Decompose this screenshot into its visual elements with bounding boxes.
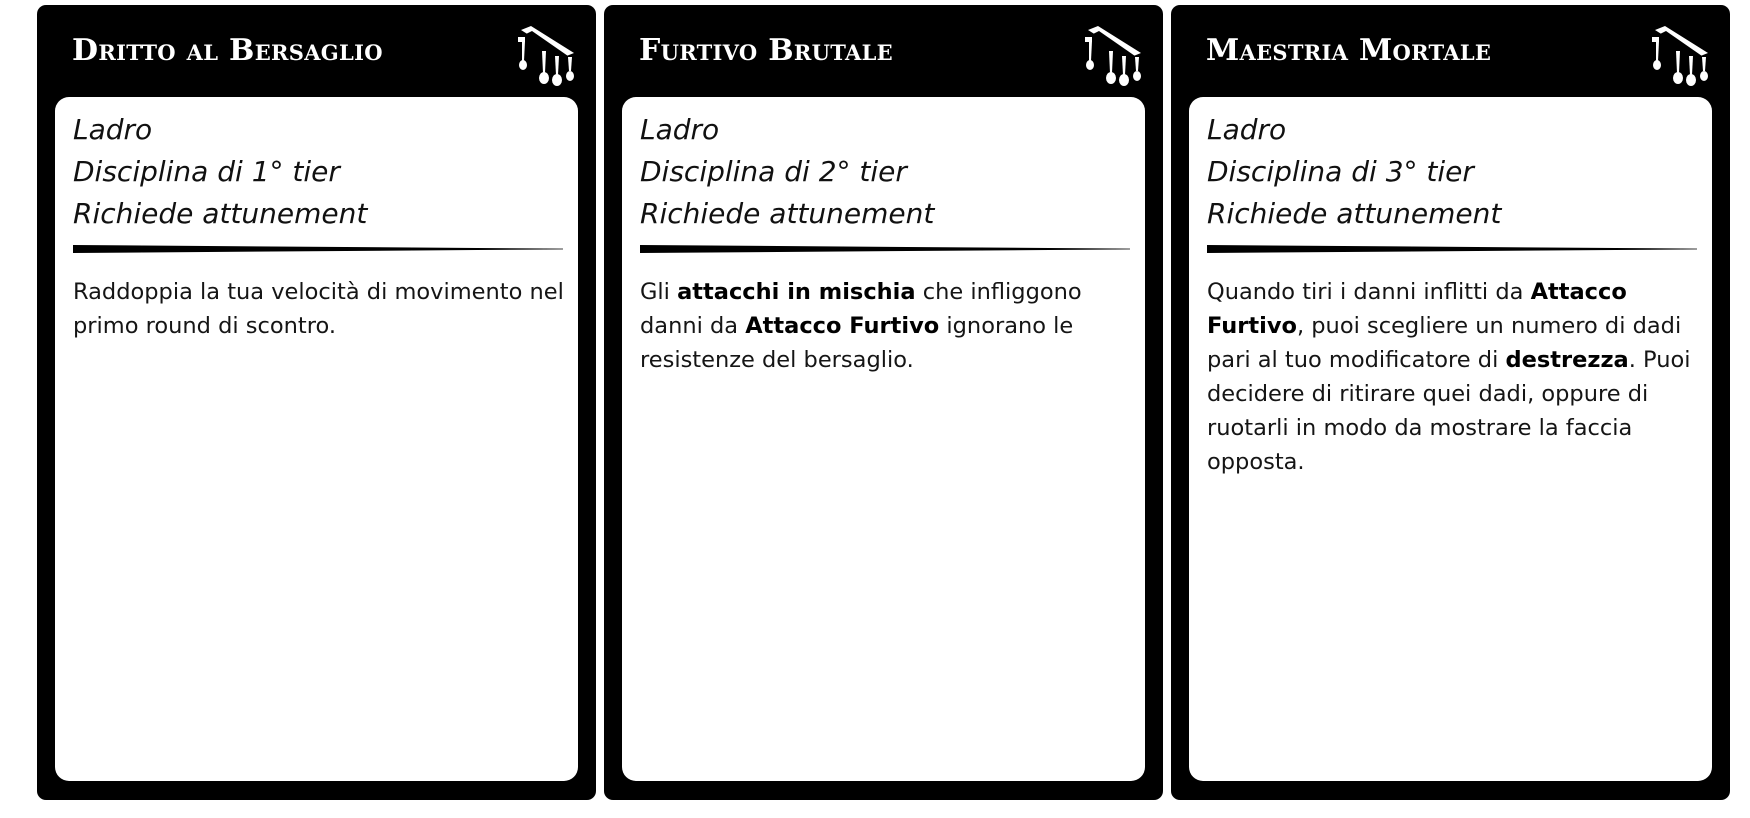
card-title: Furtivo Brutale (639, 33, 893, 68)
card-body (1189, 97, 1712, 781)
card-class: Ladro (640, 113, 720, 146)
card-header (1171, 5, 1730, 95)
card-header (37, 5, 596, 95)
description-text: Raddoppia la tua velocità di movimento nel primo round di scontro. (73, 279, 564, 339)
card-tier: Disciplina di 3° tier (1207, 155, 1474, 188)
card-class: Ladro (73, 113, 153, 146)
keyword-text: Attacco Furtivo (745, 313, 940, 339)
card-divider (73, 245, 563, 253)
discipline-card-3 (1171, 5, 1730, 800)
description-text: Quando tiri i danni inflitti da (1207, 279, 1531, 305)
card-attunement: Richiede attunement (73, 197, 368, 230)
card-title: Maestria Mortale (1206, 33, 1492, 68)
description-text: , puoi scegliere un numero di dadi pari al tuo modificatore di (1207, 313, 1682, 373)
card-description (1207, 275, 1707, 479)
card-tier: Disciplina di 2° tier (640, 155, 907, 188)
description-text: che infliggono danni da (640, 279, 1082, 339)
card-tier: Disciplina di 1° tier (73, 155, 340, 188)
card-row (37, 5, 1730, 800)
card-description (640, 275, 1140, 377)
description-text: . Puoi decidere di ritirare quei dadi, oppure di ruotarli in modo da mostrare la faccia opposta. (1207, 347, 1691, 475)
keyword-text: destrezza (1505, 347, 1629, 373)
card-divider (640, 245, 1130, 253)
card-divider (1207, 245, 1697, 253)
card-attunement: Richiede attunement (640, 197, 935, 230)
discipline-card-1 (37, 5, 596, 800)
discipline-card-2 (604, 5, 1163, 800)
keyword-text: attacchi in mischia (677, 279, 916, 305)
card-body (622, 97, 1145, 781)
dripping-dagger-icon (1650, 23, 1712, 89)
card-attunement: Richiede attunement (1207, 197, 1502, 230)
dripping-dagger-icon (516, 23, 578, 89)
card-description (73, 275, 573, 343)
card-header (604, 5, 1163, 95)
card-title: Dritto al Bersaglio (72, 33, 383, 68)
card-class: Ladro (1207, 113, 1287, 146)
description-text: Gli (640, 279, 678, 305)
dripping-dagger-icon (1083, 23, 1145, 89)
card-body (55, 97, 578, 781)
keyword-text: Attacco Furtivo (1207, 279, 1627, 339)
description-text: ignorano le resistenze del bersaglio. (640, 313, 1074, 373)
